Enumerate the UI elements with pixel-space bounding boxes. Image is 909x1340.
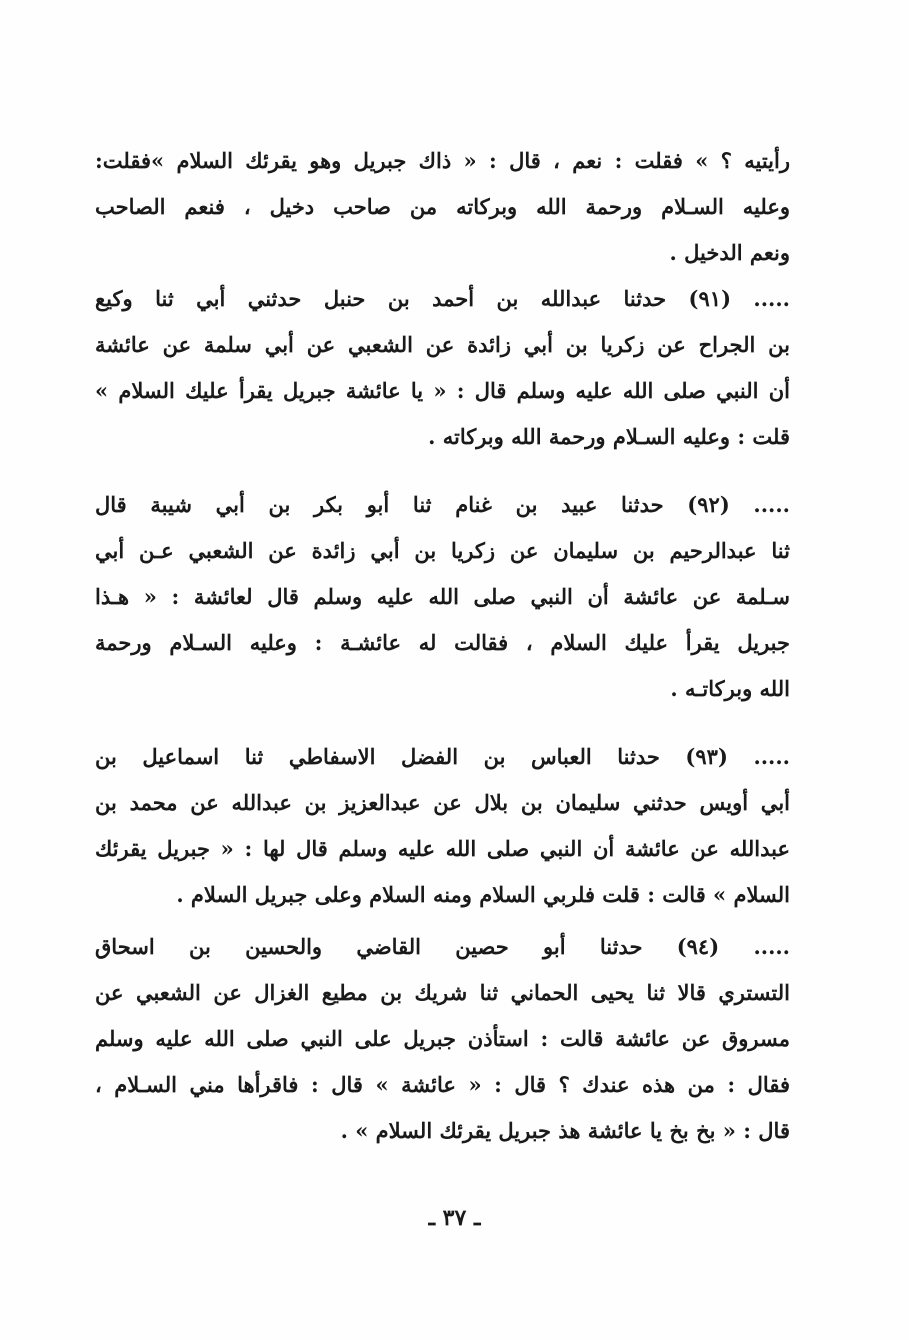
text-line: جبريل يقرأ عليك السلام ، فقالت له عائشـة : وعليه السـلام ورحمة	[95, 630, 790, 655]
text-line: أن النبي صلى الله عليه وسلم قال : « يا عائشة جبريل يقرأ عليك السلام »	[95, 378, 790, 403]
paragraph-continuation	[95, 138, 790, 276]
hadith-93	[95, 734, 790, 918]
text-line: التستري قالا ثنا يحيى الحماني ثنا شريك بن مطيع الغزال عن الشعبي عن	[95, 980, 790, 1005]
text-line: السلام » قالت : قلت فلربي السلام ومنه السلام وعلى جبريل السلام .	[176, 882, 790, 907]
text-line: أبي أويس حدثني سليمان بن بلال عن عبدالعزيز بن عبدالله عن محمد بن	[95, 790, 790, 815]
text-line: عبدالله عن عائشة أن النبي صلى الله عليه وسلم قال لها : « جبريل يقرئك	[95, 836, 790, 861]
text-line: ..... (٩٤) حدثنا أبو حصين القاضي والحسين بن اسحاق	[95, 934, 790, 959]
text-line: بن الجراح عن زكريا بن أبي زائدة عن الشعبي عن أبي سلمة عن عائشة	[95, 332, 790, 357]
hadith-92	[95, 482, 790, 712]
text-line: فقال : من هذه عندك ؟ قال : « عائشة » قال : فاقرأها مني السـلام ،	[95, 1072, 790, 1097]
text-line: وعليه السـلام ورحمة الله وبركاته من صاحب دخيل ، فنعم الصاحب	[95, 194, 790, 219]
hadith-91	[95, 276, 790, 460]
page-number: ـ ٣٧ ـ	[428, 1205, 481, 1231]
text-line: الله وبركاتـه .	[670, 676, 790, 701]
text-line: ..... (٩٣) حدثنا العباس بن الفضل الاسفاطي ثنا اسماعيل بن	[95, 744, 790, 769]
text-line: ونعم الدخيل .	[669, 240, 790, 265]
text-line: ثنا عبدالرحيم بن سليمان عن زكريا بن أبي زائدة عن الشعبي عـن أبي	[95, 538, 790, 563]
text-line: سـلمة عن عائشة أن النبي صلى الله عليه وسلم قال لعائشة : « هـذا	[95, 584, 790, 609]
hadith-94	[95, 924, 790, 1154]
text-line: مسروق عن عائشة قالت : استأذن جبريل على النبي صلى الله عليه وسلم	[95, 1026, 790, 1051]
text-line: ..... (٩١) حدثنا عبدالله بن أحمد بن حنبل حدثني أبي ثنا وكيع	[95, 286, 790, 311]
text-line: قلت : وعليه السـلام ورحمة الله وبركاته .	[428, 424, 790, 449]
text-line: قال : « بخ بخ يا عائشة هذ جبريل يقرئك السلام » .	[340, 1118, 790, 1143]
text-line: ..... (٩٢) حدثنا عبيد بن غنام ثنا أبو بكر بن أبي شيبة قال	[95, 492, 790, 517]
text-line: رأيتيه ؟ » فقلت : نعم ، قال : « ذاك جبريل وهو يقرئك السلام »فقلت:	[95, 148, 790, 173]
